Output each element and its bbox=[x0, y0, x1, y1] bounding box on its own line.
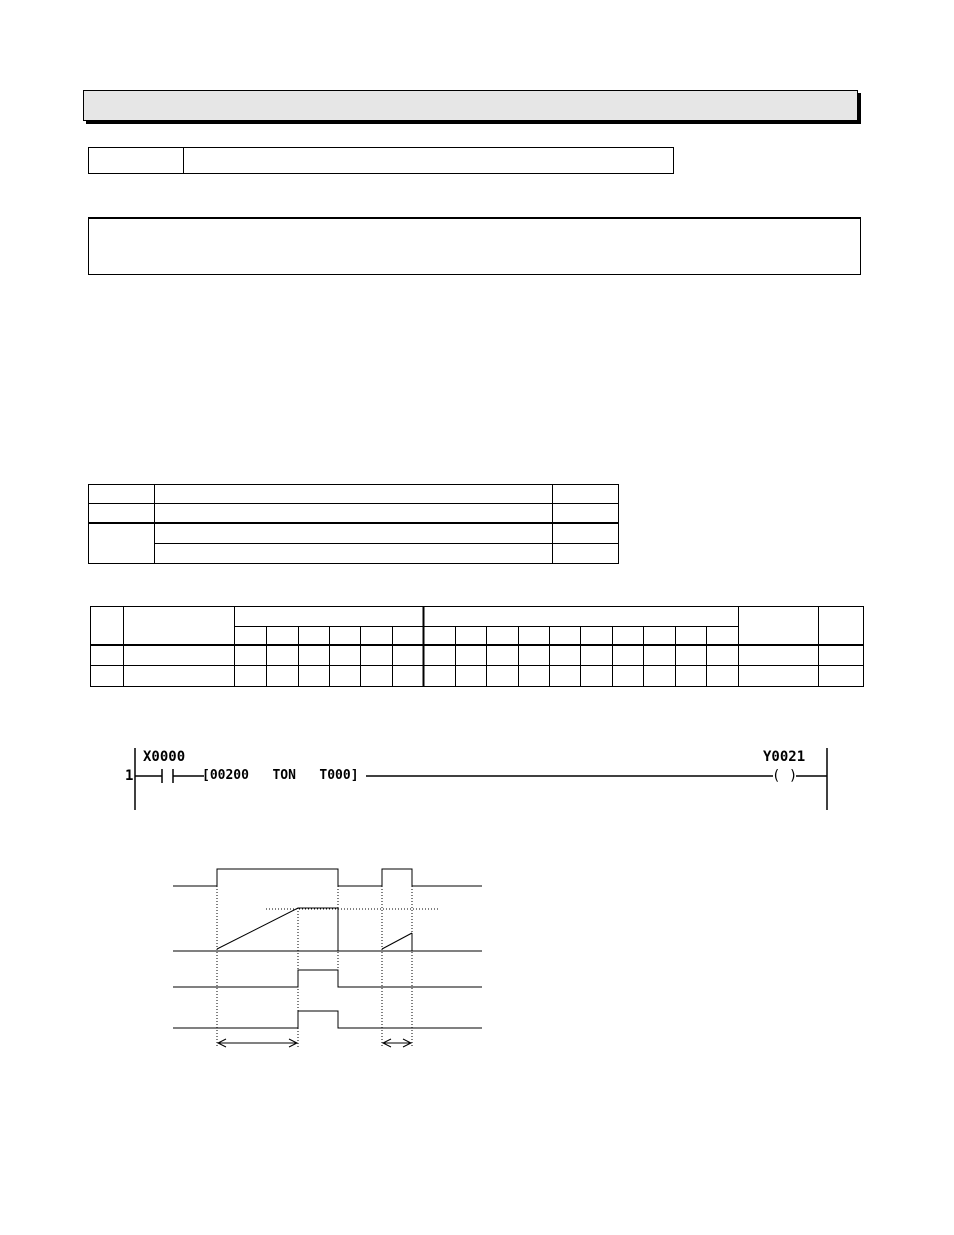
operand-table-grid bbox=[90, 606, 864, 687]
ton-instruction-block: [00200 TON T000] bbox=[202, 768, 359, 783]
ladder-diagram bbox=[120, 745, 840, 815]
input-contact-label: X0000 bbox=[143, 749, 186, 765]
timing-diagram bbox=[170, 860, 490, 1055]
label-box bbox=[88, 147, 674, 174]
spec-table-grid bbox=[88, 484, 619, 564]
output-coil-label: Y0021 bbox=[763, 749, 806, 765]
label-cell bbox=[89, 148, 184, 173]
rung-number: 1 bbox=[125, 768, 134, 784]
section-title-bar bbox=[83, 90, 858, 121]
spec-table bbox=[88, 484, 619, 564]
operand-table bbox=[90, 606, 864, 687]
output-coil-symbol: ( ) bbox=[772, 768, 798, 784]
timing-graphic bbox=[170, 860, 490, 1055]
value-cell bbox=[184, 148, 673, 173]
description-box bbox=[88, 217, 861, 275]
